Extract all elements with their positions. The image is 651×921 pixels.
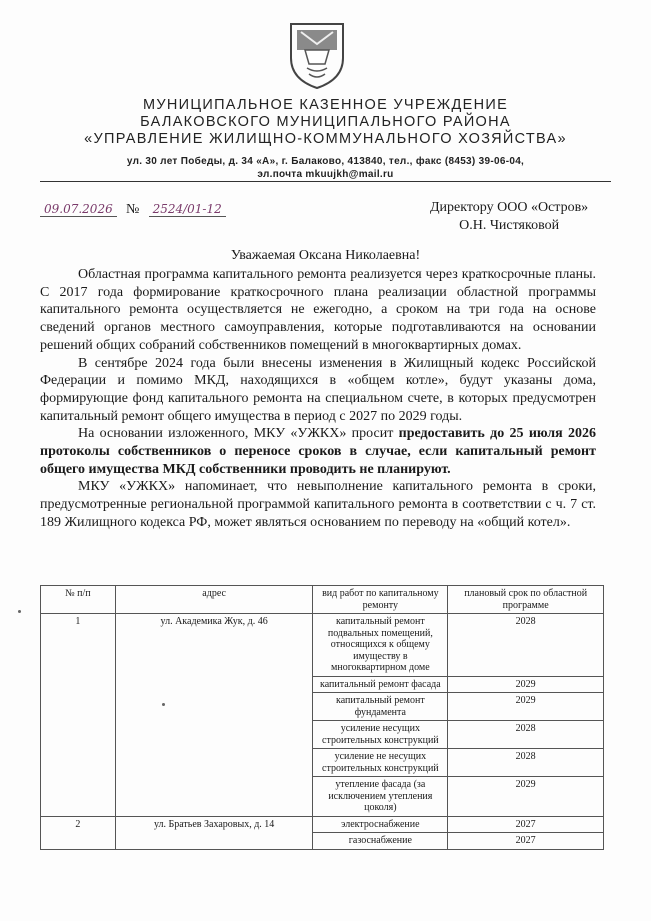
row-work: усиление не несущих строительных конструкций [313,749,448,777]
organization-address [40,156,611,181]
scan-speck [18,610,21,613]
greeting: Уважаемая Оксана Николаевна! [230,248,421,263]
reference-number: 2524/01-12 [149,202,226,217]
paragraph-3 [40,425,596,478]
recipient-line-2: О.Н. Чистяковой [459,218,560,233]
header-work-type: вид работ по капитальному ремонту [313,586,448,614]
row-number: 1 [41,614,116,817]
table-row [41,614,604,677]
header-line-1: МУНИЦИПАЛЬНОЕ КАЗЕННОЕ УЧРЕЖДЕНИЕ [142,97,509,113]
table-header-row [41,586,604,614]
paragraph-2: В сентябре 2024 года были внесены изменения в Жилищный кодекс Российской Федерации и помимо МКД, находящихся в «общем котле», будут указаны дома, формирующие фонд капитального ремонта на специальном счете, в которых предусмотрен капитальный ремонт общего имущества в период с 2027 по 2029 годы. [40,355,596,424]
header-divider [40,181,611,182]
address-line-2: эл.почта mkuujkh@mail.ru [257,168,394,180]
row-year: 2028 [448,721,604,749]
header-line-2: БАЛАКОВСКОГО МУНИЦИПАЛЬНОГО РАЙОНА [140,114,511,130]
row-work: капитальный ремонт подвальных помещений, относящихся к общему имуществу в многоквартирном доме [313,614,448,677]
row-work: газоснабжение [313,833,448,850]
row-address: ул. Братьев Захаровых, д. 14 [115,816,313,849]
organization-name [40,97,611,148]
row-number: 2 [41,816,116,849]
row-year: 2028 [448,614,604,677]
letter-body [40,266,596,532]
header-planned-year: плановый срок по областной программе [448,586,604,614]
recipient-line-1: Директору ООО «Остров» [430,200,589,215]
reference-number-sign: № [125,202,140,217]
paragraph-3-bold: предоставить до 25 июля 2026 протоколы собственников о переносе сроков в случае, если капитальный ремонт общего имущества МКД собственники проводить не планируют. [40,426,596,477]
address-line-1: ул. 30 лет Победы, д. 34 «А», г. Балаково, 413840, тел., факс (8453) 39-06-04, [126,156,525,167]
coat-of-arms-icon [285,20,349,90]
paragraph-1: Областная программа капитального ремонта реализуется через краткосрочные планы. С 2017 года формирование краткосрочного плана реализации областной программы капитального ремонта осуществляется не ежегодно, а сроком на три года на основе сведений органов местного самоуправления, которые подготавливаются на основании решений общих собраний собственников помещений в многоквартирных домах. [40,267,596,353]
recipient-block [430,199,588,235]
paragraph-4: МКУ «УЖКХ» напоминает, что невыполнение капитального ремонта в сроки, предусмотренные региональной программой капитального ремонта в соответствии с ч. 7 ст. 189 Жилищного кодекса РФ, может являться основанием по переводу на «общий котел». [40,479,596,530]
repair-schedule-table [40,585,604,850]
outgoing-reference [40,201,226,218]
table-row [41,816,604,833]
row-work: капитальный ремонт фундамента [313,693,448,721]
row-year: 2027 [448,833,604,850]
row-year: 2027 [448,816,604,833]
paragraph-3-text: На основании изложенного, МКУ «УЖКХ» просит [78,426,399,442]
row-year: 2029 [448,693,604,721]
row-year: 2029 [448,777,604,817]
row-work: электроснабжение [313,816,448,833]
scan-speck [162,703,165,706]
row-year: 2029 [448,676,604,693]
header-number: № п/п [41,586,116,614]
row-address: ул. Академика Жук, д. 46 [115,614,313,817]
row-work: утепление фасада (за исключением утепления цоколя) [313,777,448,817]
row-work: усиление несущих строительных конструкций [313,721,448,749]
header-address: адрес [115,586,313,614]
row-work: капитальный ремонт фасада [313,676,448,693]
reference-date: 09.07.2026 [40,202,117,217]
header-line-3: «УПРАВЛЕНИЕ ЖИЛИЩНО-КОММУНАЛЬНОГО ХОЗЯЙСТВА» [84,131,567,147]
row-year: 2028 [448,749,604,777]
